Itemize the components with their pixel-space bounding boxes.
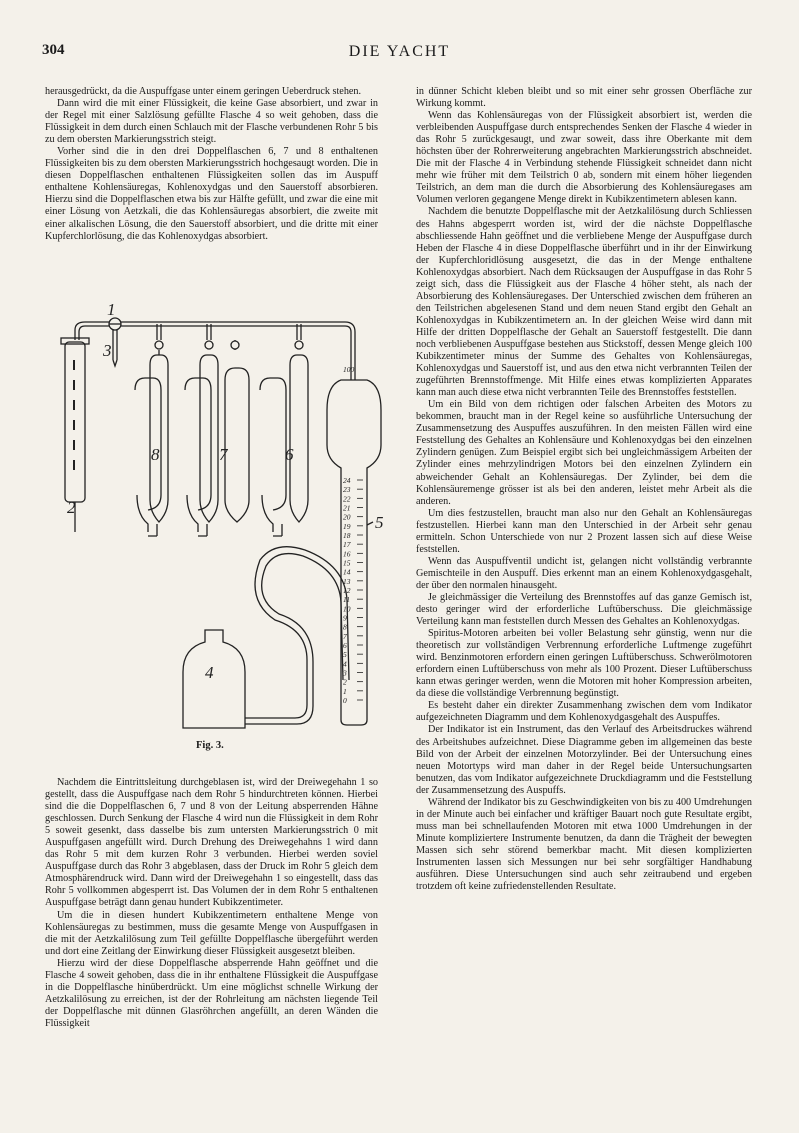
scale-label: 3 bbox=[343, 668, 347, 678]
paragraph: in dünner Schicht kleben bleibt und so mit einer sehr grossen Oberfläche zur Wirkung kommt. bbox=[416, 86, 752, 110]
scale-label: 9 bbox=[343, 613, 347, 623]
figure-caption: Fig. 3. bbox=[196, 740, 224, 751]
paragraph: Wenn das Kohlensäuregas von der Flüssigkeit absorbiert ist, werden die verbleibenden Auspuffgase durch entsprechendes Senken der Flasche 4 wieder in das Rohr 5 zurückgesaugt, und zwar soweit, dass ihre Oberkante mit dem höchsten über der Rohrerweiterung angebrachten Markierungsstrich abschneidet. Die mit der Flasche 4 in Verbindung stehende Flüssigkeit schneidet dann nicht mehr wie früher mit dem Teilstrich 0 ab, sondern mit einem höher liegenden Teilstrich, an dem man die durch die Absorbierung des Kohlensäuregases am Volumen verloren gegangene Menge direkt in Kubikzentimetern ablesen kann. bbox=[416, 110, 752, 206]
label-100: 100 bbox=[343, 365, 355, 374]
scale-label: 13 bbox=[343, 576, 351, 586]
scale-label: 11 bbox=[343, 595, 350, 605]
label-2: 2 bbox=[67, 498, 76, 517]
label-1: 1 bbox=[107, 300, 116, 319]
paragraph: Nachdem die benutzte Doppelflasche mit der Aetzkalilösung durch Schliessen des Hahns abgesperrt worden ist, wird der die nächste Doppelflasche abschliessende Hahn geöffnet und die verbliebene Menge der Auspuffgase durch Heben der Flasche 4 in diese Doppelflasche überführt und in ihr der Einwirkung der Kupferchloridlösung ausgesetzt, die das in der Menge enthaltene Kohlenoxydgas absorbiert. Nach dem Rücksaugen der Auspuffgase in das Rohr 5 zeigt sich, dass die Flüssigkeit aus der Flasche 4 höher steht, als nach der Absorbierung des Kohlensäuregases. Der Unterschied zwischen dem früheren an den Teilstrichen abgelesenen Stand und dem neuen Stand ergibt den Gehalt an Kohlenoxydgas in Kubikzentimetern an. In der gleichen Weise wird dann mit Hilfe der dritten Doppelflasche der Gehalt an Sauerstoff festgestellt. Die dann noch verbliebenen Auspuffgase bestehen aus Stickstoff, dessen Menge gleich 100 Kubikzentimeter minus der Summe des Gehaltes von Kohlensäuregas, Kohlenoxydgas und Sauerstoff ist, und aus den etwa nicht verbrannten Teilen der zugeführten Brennstoffmenge. Mit Hilfe eines etwas komplizierten Apparates kann man auch diese etwa nicht verbrannten Teile des Brennstoffes feststellen. bbox=[416, 206, 752, 399]
hose bbox=[245, 547, 349, 718]
label-5: 5 bbox=[375, 513, 384, 532]
scale-label: 21 bbox=[343, 503, 351, 513]
paragraph: Nachdem die Eintrittsleitung durchgeblasen ist, wird der Dreiwegehahn 1 so gestellt, dass die Auspuffgase nach dem Rohr 5 hindurchtreten können. Hierbei sind die die Doppelflaschen 6, 7 und 8 von der Leitung absperrenden Hähne geschlossen. Durch Senkung der Flasche 4 wird nun die Flüssigkeit in dem Rohr 5 soweit gesenkt, dass dasselbe bis zum untersten Markierungsstrich 0 mit Auspuffgasen angefüllt wird. Durch Drehung des Dreiwegehahns 1 wird dann das Rohr 5 mit dem kurzen Rohr 3 verbunden. Hierbei werden soviel Auspuffgase durch das Rohr 3 abgeblasen, dass der Druck im Rohr 5 gleich dem Atmosphärendruck wird. Dann wird der Dreiwegehahn 1 so eingestellt, dass das Rohr 5 vollkommen abgesperrt ist. Das Volumen der in dem Rohr 5 enthaltenen Auspuffgase beträgt dann genau hundert Kubikzentimeter. bbox=[45, 777, 378, 909]
double-bottle-6 bbox=[260, 324, 308, 536]
paragraph: Um die in diesen hundert Kubikzentimetern enthaltene Menge von Kohlensäuregas zu bestimmen, muss die gesamte Menge von Auspuffgasen in die mit der Aetzkalilösung zum Teil gefüllte Doppelflasche übergeführt werden und dort eine Zeitlang der Einwirkung dieser Flüssigkeit ausgesetzt bleiben. bbox=[45, 909, 378, 957]
label-8: 8 bbox=[151, 445, 160, 464]
scale-label: 19 bbox=[343, 521, 351, 531]
scale-label: 22 bbox=[343, 494, 351, 504]
left-column-top bbox=[45, 86, 378, 243]
scale-label: 20 bbox=[343, 512, 351, 522]
scale-label: 8 bbox=[343, 622, 347, 632]
scale-label: 24 bbox=[343, 476, 351, 485]
paragraph: Je gleichmässiger die Verteilung des Brennstoffes auf das ganze Gemisch ist, desto geringer wird der erforderliche Luftüberschuss. Die gleichmässige Verteilung kann man feststellen durch Messen des Gehaltes an Kohlenoxydgas. bbox=[416, 591, 752, 628]
label-3: 3 bbox=[103, 341, 112, 360]
paragraph: Der Indikator ist ein Instrument, das den Verlauf des Arbeitsdruckes während des Arbeitshubes aufzeichnet. Diese Diagramme geben im allgemeinen das beste Bild von der Arbeit der einzelnen Motorzylinder. Bei der Untersuchung eines neuen Motortyps wird man daher in der Regel beide Untersuchungsarten benutzen, das vom Indikator aufgezeichnete Druckdiagramm und die Feststellung der Zusammensetzung des Auspuffs. bbox=[416, 724, 752, 796]
label-6: 6 bbox=[285, 445, 294, 464]
paragraph: Spiritus-Motoren arbeiten bei voller Belastung sehr günstig, wenn nur die theoretisch zur vollständigen Verbrennung erforderliche Luftmenge zugeführt wird. Benzinmotoren erfordern einen geringen Luftüberschuss. Schwerölmotoren erfordern einen Luftüberschuss von mehr als 100 Prozent. Dieser Luftüberschuss kann etwas geringer werden, wenn die Motoren mit hoher Kompression arbeiten, da diese die vollständige Verbrennung begünstigt. bbox=[416, 628, 752, 700]
right-column bbox=[416, 86, 752, 893]
double-bottle-7b bbox=[225, 340, 249, 522]
scale-label: 23 bbox=[343, 485, 351, 495]
scale-label: 10 bbox=[343, 604, 351, 614]
manifold-tube-inner bbox=[79, 326, 351, 380]
scale-label: 16 bbox=[343, 549, 351, 559]
paragraph: Dann wird die mit einer Flüssigkeit, die keine Gase absorbiert, und zwar in der Regel mit einer Salzlösung gefüllte Flasche 4 so weit gehoben, dass die Flüssigkeit in dem durch einen Schlauch mit der Flasche verbundenen Rohr 5 bis zu dem obersten Markierungsstrich steigt. bbox=[45, 98, 378, 146]
scale-label: 12 bbox=[343, 586, 351, 595]
paragraph: Hierzu wird der diese Doppelflasche absperrende Hahn geöffnet und die Flasche 4 soweit gehoben, dass die in ihr enthaltene Flüssigkeit die Auspuffgase in die Doppelflasche hinüberdrückt. Um eine möglichst schnelle Wirkung der Aetzkalilösung zu erreichen, ist der der Rohrleitung am nächsten liegende Teil der Doppelflasche mit dünnen Glasröhrchen angefüllt, an deren Wänden die Flüssigkeit bbox=[45, 957, 378, 1029]
scale-label: 4 bbox=[343, 659, 347, 669]
scale-label: 7 bbox=[343, 631, 347, 641]
scale-label: 1 bbox=[343, 686, 347, 696]
left-column-bottom bbox=[45, 777, 378, 1030]
page-number: 304 bbox=[42, 42, 65, 58]
paragraph: herausgedrückt, da die Auspuffgase unter einem geringen Ueberdruck stehen. bbox=[45, 86, 362, 97]
double-bottle-7 bbox=[185, 324, 218, 536]
measuring-tube-5 bbox=[327, 380, 381, 725]
scale-label: 14 bbox=[343, 567, 351, 577]
paragraph: Während der Indikator bis zu Geschwindigkeiten von bis zu 400 Umdrehungen in der Minute auch bei einfacher und kräftiger Bauart noch gute Resultate ergibt, muss man bei schnellaufenden Motoren mit etwa 1000 Umdrehungen in der Minute kompliziertere Instrumente benutzen, da dann die Trägheit der bewegten Massen sich sehr störend bemerkbar macht. Mit diesen komplizierten Instrumenten lassen sich Messungen nur bei sehr sorgfältiger Handhabung ausführen. Diese Untersuchungen sind auch sehr zeitraubend und ergeben trotzdem oft keine zufriedenstellenden Resultate. bbox=[416, 796, 752, 893]
running-head: DIE YACHT bbox=[348, 43, 451, 60]
paragraph: Um dies festzustellen, braucht man also nur den Gehalt an Kohlensäuregas festzustellen. Hierbei kann man den Unterschied in der Arbeit sehr genau ermitteln. Schon Unterschiede von nur 2 Prozent lassen sich auf diese Weise feststellen. bbox=[416, 507, 752, 555]
apparatus-figure bbox=[45, 300, 385, 730]
paragraph: Vorher sind die in den drei Doppelflaschen 6, 7 und 8 enthaltenen Flüssigkeiten bis zu dem obersten Markierungsstrich hochgesaugt worden. Die in diesen Doppelflaschen enthaltenen Flüssigkeiten sollen das im Auspuff enthaltene Kohlensäuregas, Kohlenoxydgas und den Sauerstoff absorbieren. Hierzu sind die Doppelflaschen etwa bis zur Hälfte gefüllt, und zwar die eine mit einer Lösung von Aetzkali, die das Kohlensäuregas absorbiert, die zweite mit einer alkalischen Lösung, die den Sauerstoff absorbiert, und die dritte mit einer Kupferchlorlösung, die das Kohlenoxydgas absorbiert. bbox=[45, 146, 378, 242]
scale-label: 6 bbox=[343, 641, 347, 650]
scale-label: 17 bbox=[343, 540, 351, 550]
scale-label: 18 bbox=[343, 531, 351, 540]
label-7: 7 bbox=[219, 445, 228, 464]
paragraph: Wenn das Auspuffventil undicht ist, gelangen nicht vollständig verbrannte Gemischteile in den Auspuff. Dies erkennt man an einem Kohlenoxydgasgehalt, der über den normalen hinausgeht. bbox=[416, 555, 752, 591]
double-bottle-8 bbox=[135, 324, 168, 536]
scale-label: 5 bbox=[343, 650, 347, 660]
paragraph: Es besteht daher ein direkter Zusammenhang zwischen dem vom Indikator aufgezeichneten Diagramm und dem Kohlenoxydgasgehalt des Auspuffes. bbox=[416, 700, 752, 724]
measuring-scale bbox=[342, 476, 363, 705]
label-4: 4 bbox=[205, 663, 214, 682]
flask-4 bbox=[183, 630, 245, 728]
scale-label: 2 bbox=[343, 677, 347, 687]
scale-label: 15 bbox=[343, 558, 351, 568]
scale-label: 0 bbox=[343, 696, 347, 705]
tube-3 bbox=[113, 330, 117, 366]
paragraph: Um ein Bild von dem richtigen oder falschen Arbeiten des Motors zu bekommen, braucht man in der Regel keine so ausführliche Untersuchung der Zusammensetzung des Auspuffes auszuführen. In den meisten Fällen wird eine Feststellung des Gehaltes an Kohlensäure und Kohlenoxydgas bei den einzelnen Zylindern genügen. Zum Beispiel ergibt sich bei ungleichmässigem Arbeiten der Zylinder eines mehrzylindrigen Motors bei den einzelnen Zylindern ein abweichender Gehalt an Kohlensäuregas. Der Zylinder, bei dem die Kohlensäuremenge grösser ist als bei den anderen, leistet mehr Arbeit als die anderen. bbox=[416, 399, 752, 507]
